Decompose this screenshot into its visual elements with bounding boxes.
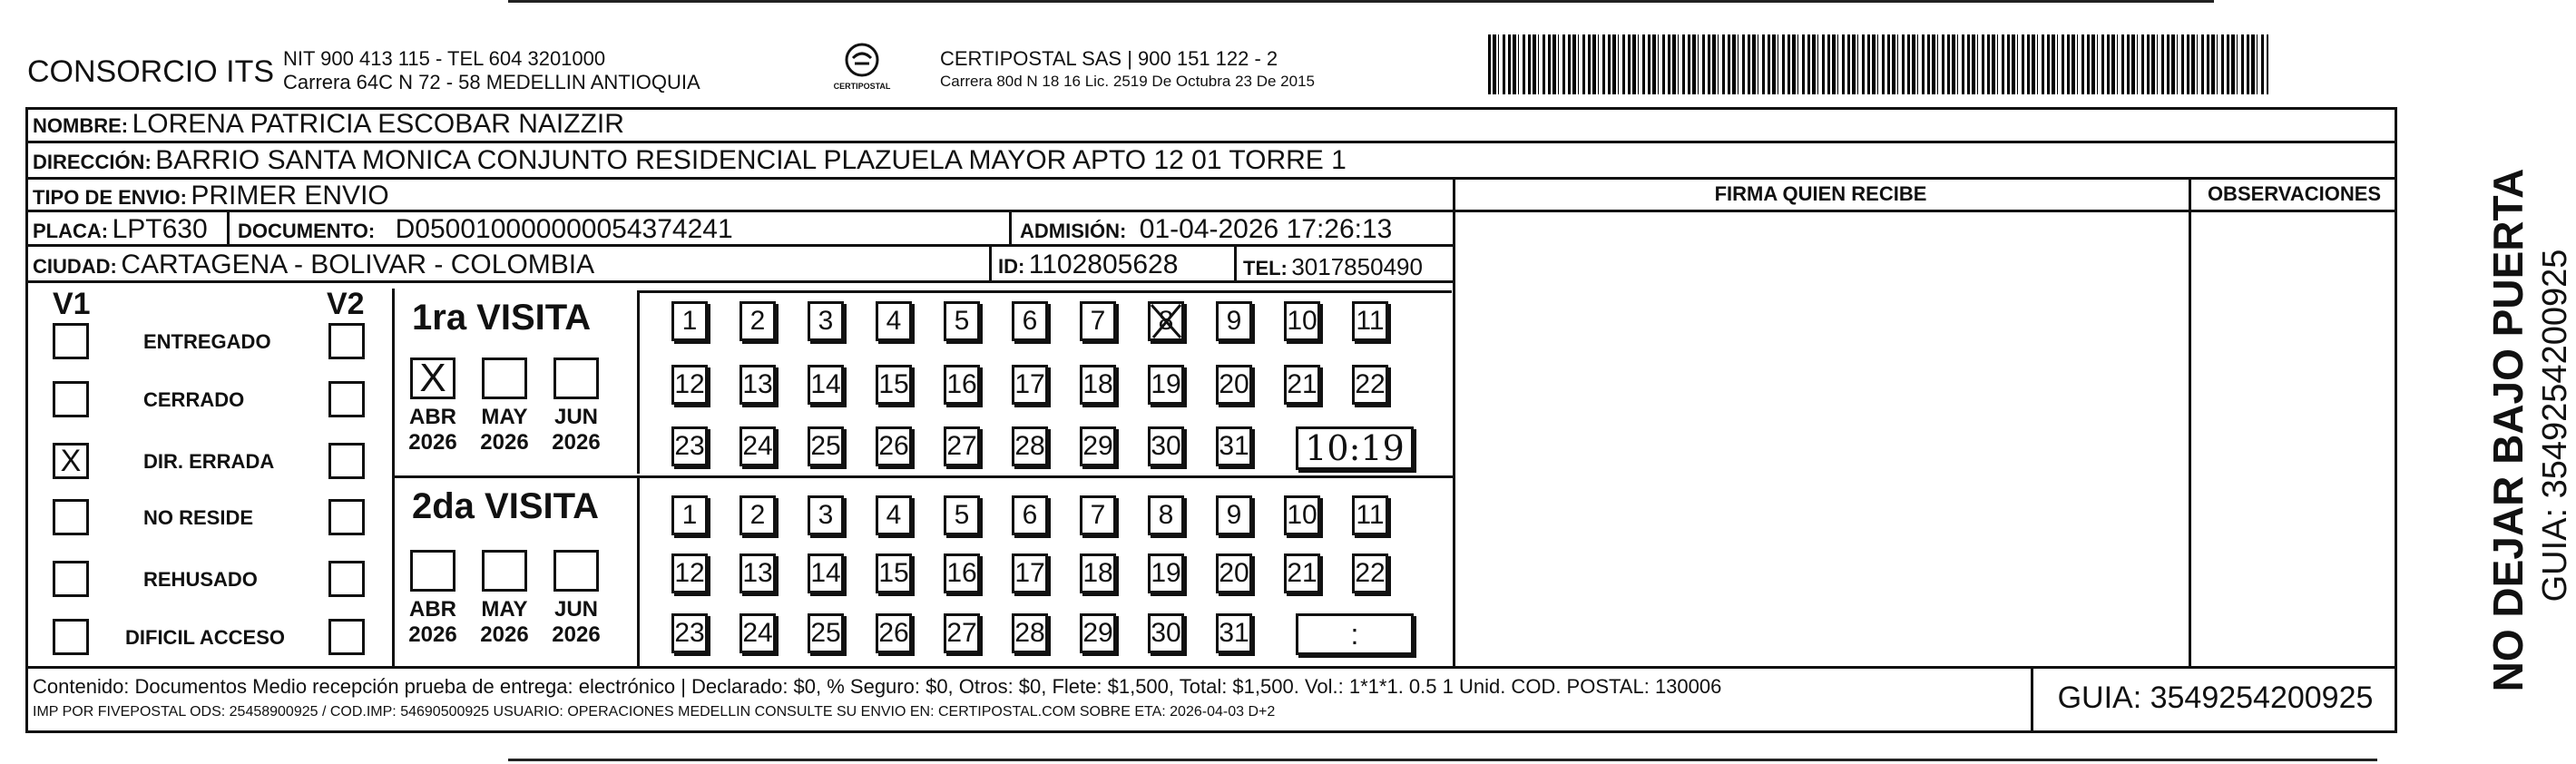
- visit1-month-label: ABR: [409, 405, 456, 429]
- visit2-day-box[interactable]: 18: [1080, 553, 1116, 593]
- visit2-day-box[interactable]: 7: [1080, 495, 1116, 535]
- ciudad-line: [33, 250, 594, 280]
- visit1-day-box[interactable]: 13: [739, 365, 776, 405]
- ciudad-label: CIUDAD:: [33, 255, 117, 278]
- visit2-day-box[interactable]: 30: [1148, 613, 1184, 653]
- observaciones-area[interactable]: [2191, 212, 2397, 666]
- visit1-title: 1ra VISITA: [412, 298, 592, 338]
- visit1-day-box[interactable]: 24: [739, 426, 776, 466]
- visit2-day-box[interactable]: 23: [671, 613, 708, 653]
- tel-line: [1243, 253, 1423, 281]
- direccion-line: [33, 145, 1347, 176]
- visit1-day-box[interactable]: 12: [671, 365, 708, 405]
- visit2-day-box[interactable]: 20: [1216, 553, 1252, 593]
- visit1-month-year: 2026: [552, 430, 601, 455]
- visit1-month-year: 2026: [480, 430, 529, 455]
- status-label: NO RESIDE: [143, 506, 254, 529]
- side-warning: NO DEJAR BAJO PUERTA: [2484, 168, 2532, 692]
- status-v2-checkbox[interactable]: [328, 561, 365, 597]
- visit1-day-box[interactable]: 18: [1080, 365, 1116, 405]
- visit1-month-checkbox[interactable]: X: [410, 358, 455, 399]
- status-v2-checkbox[interactable]: [328, 323, 365, 359]
- visit2-day-box[interactable]: 27: [944, 613, 980, 653]
- visit1-day-box[interactable]: 4: [876, 301, 912, 341]
- status-v1-checkbox[interactable]: [53, 381, 89, 417]
- visit2-day-box[interactable]: 26: [876, 613, 912, 653]
- footer-line2: IMP POR FIVEPOSTAL ODS: 25458900925 / COD.IMP: 54690500925 USUARIO: OPERACIONES MEDELLIN CONSULTE SU ENVIO EN: CERTIPOSTAL.COM SOBRE ETA: 2026-04-03 D+2: [33, 704, 1276, 720]
- id-value: 1102805628: [1028, 250, 1179, 279]
- visit2-day-box[interactable]: 25: [808, 613, 844, 653]
- company-nit: NIT 900 413 115 - TEL 604 3201000: [283, 47, 606, 70]
- company-address: Carrera 64C N 72 - 58 MEDELLIN ANTIOQUIA: [283, 71, 700, 93]
- visit1-day-box[interactable]: 11: [1352, 301, 1388, 341]
- visit2-title: 2da VISITA: [412, 486, 599, 526]
- status-v1-checkbox[interactable]: [53, 499, 89, 535]
- visit2-time: :: [1350, 618, 1359, 651]
- visit1-day-box[interactable]: 20: [1216, 365, 1252, 405]
- visit1-month-year: 2026: [408, 430, 457, 455]
- visit1-month-checkbox[interactable]: [553, 358, 599, 399]
- v2-label: V2: [327, 287, 365, 321]
- carrier-name: CERTIPOSTAL SAS | 900 151 122 - 2: [940, 47, 1278, 70]
- logo-text: CERTIPOSTAL: [833, 82, 891, 91]
- side-guia: GUIA: 3549254200925: [2536, 249, 2574, 602]
- visit1-day-box[interactable]: 22: [1352, 365, 1388, 405]
- visit1-day-box[interactable]: 2: [739, 301, 776, 341]
- visit2-month-checkbox[interactable]: [553, 550, 599, 592]
- visit2-day-box[interactable]: 29: [1080, 613, 1116, 653]
- documento-value: D050010000000054374241: [395, 214, 733, 244]
- admision-divider: [1009, 212, 1012, 247]
- visit1-month-label: JUN: [553, 405, 598, 429]
- visit2-month-year: 2026: [408, 622, 457, 647]
- direccion-value: BARRIO SANTA MONICA CONJUNTO RESIDENCIAL PLAZUELA MAYOR APTO 12 01 TORRE 1: [155, 145, 1347, 175]
- documento-line: [238, 214, 733, 245]
- nombre-line: [33, 109, 624, 140]
- admision-value: 01-04-2026 17:26:13: [1139, 214, 1393, 244]
- visit2-month-year: 2026: [480, 622, 529, 647]
- visit2-time-box[interactable]: [1296, 613, 1414, 655]
- visit1-day-box[interactable]: 3: [808, 301, 844, 341]
- company-name: CONSORCIO ITS: [27, 54, 275, 89]
- barcode: [1488, 34, 2268, 94]
- visit1-day-box[interactable]: 5: [944, 301, 980, 341]
- visit2-day-box[interactable]: 12: [671, 553, 708, 593]
- carrier-address: Carrera 80d N 18 16 Lic. 2519 De Octubra 23 De 2015: [940, 73, 1315, 90]
- documento-label: DOCUMENTO:: [238, 220, 376, 242]
- visit1-day-box[interactable]: 14: [808, 365, 844, 405]
- visit2-day-box[interactable]: 14: [808, 553, 844, 593]
- visit1-day-box[interactable]: 1: [671, 301, 708, 341]
- firma-area[interactable]: [1453, 212, 2191, 666]
- visit2-day-box[interactable]: 5: [944, 495, 980, 535]
- id-label: ID:: [998, 255, 1025, 278]
- nombre-label: NOMBRE:: [33, 114, 129, 137]
- admision-label: ADMISIÓN:: [1020, 220, 1127, 242]
- id-line: [998, 250, 1178, 280]
- visit1-day-box[interactable]: 6: [1012, 301, 1048, 341]
- visit2-day-box[interactable]: 19: [1148, 553, 1184, 593]
- visit2-day-box[interactable]: 13: [739, 553, 776, 593]
- top-rule: [508, 0, 2214, 3]
- placa-label: PLACA:: [33, 220, 109, 242]
- status-label: CERRADO: [143, 388, 245, 411]
- visit1-day-box[interactable]: 27: [944, 426, 980, 466]
- ciudad-value: CARTAGENA - BOLIVAR - COLOMBIA: [121, 250, 595, 279]
- firma-header: [1453, 180, 2191, 212]
- status-v2-checkbox[interactable]: [328, 443, 365, 479]
- visit2-day-box[interactable]: 28: [1012, 613, 1048, 653]
- visit1-day-box[interactable]: 16: [944, 365, 980, 405]
- visit1-day-box[interactable]: 8: [1148, 301, 1184, 341]
- visit1-day-box[interactable]: 7: [1080, 301, 1116, 341]
- status-v1-checkbox[interactable]: [53, 323, 89, 359]
- side-text: [2410, 118, 2574, 735]
- status-label: ENTREGADO: [143, 330, 271, 353]
- tel-value: 3017850490: [1291, 253, 1423, 280]
- status-label: DIFICIL ACCESO: [125, 626, 286, 649]
- tel-divider: [1234, 247, 1237, 283]
- visit1-day-box[interactable]: 17: [1012, 365, 1048, 405]
- visit1-day-box[interactable]: 23: [671, 426, 708, 466]
- visit1-time: 10:19: [1305, 428, 1405, 468]
- visit1-day-box[interactable]: 31: [1216, 426, 1252, 466]
- visit1-month-checkbox[interactable]: [482, 358, 527, 399]
- visit2-day-box[interactable]: 24: [739, 613, 776, 653]
- visit1-day-box[interactable]: 19: [1148, 365, 1184, 405]
- visit2-day-box[interactable]: 15: [876, 553, 912, 593]
- visit2-day-box[interactable]: 2: [739, 495, 776, 535]
- visit2-day-box[interactable]: 16: [944, 553, 980, 593]
- visit2-month-checkbox[interactable]: [410, 550, 455, 592]
- day-check-mark: [1148, 301, 1184, 341]
- status-v2-checkbox[interactable]: [328, 619, 365, 655]
- id-divider: [989, 247, 992, 283]
- status-v1-checkbox[interactable]: [53, 561, 89, 597]
- visit2-month-checkbox[interactable]: [482, 550, 527, 592]
- visit2-day-box[interactable]: 6: [1012, 495, 1048, 535]
- visit1-day-box[interactable]: 26: [876, 426, 912, 466]
- status-v1-checkbox[interactable]: X: [53, 443, 89, 479]
- firma-label: FIRMA QUIEN RECIBE: [1714, 182, 1927, 205]
- placa-divider: [227, 212, 230, 247]
- visit2-month-label: MAY: [481, 597, 528, 622]
- certipostal-logo: [828, 40, 896, 103]
- status-v2-checkbox[interactable]: [328, 499, 365, 535]
- visit2-day-box[interactable]: 11: [1352, 495, 1388, 535]
- visit1-day-box[interactable]: 28: [1012, 426, 1048, 466]
- tel-label: TEL:: [1243, 257, 1288, 279]
- status-v1-checkbox[interactable]: [53, 619, 89, 655]
- visit1-day-box[interactable]: 10: [1284, 301, 1320, 341]
- visit2-day-box[interactable]: 9: [1216, 495, 1252, 535]
- footer-guia: GUIA: 3549254200925: [2057, 681, 2374, 715]
- visit2-day-box[interactable]: 31: [1216, 613, 1252, 653]
- status-label: REHUSADO: [143, 568, 258, 591]
- visit2-day-box[interactable]: 22: [1352, 553, 1388, 593]
- bottom-rule: [508, 759, 2377, 761]
- placa-line: [33, 214, 208, 245]
- nombre-value: LORENA PATRICIA ESCOBAR NAIZZIR: [132, 109, 624, 139]
- visit1-day-box[interactable]: 9: [1216, 301, 1252, 341]
- visit1-day-box[interactable]: 21: [1284, 365, 1320, 405]
- footer-line1: Contenido: Documentos Medio recepción prueba de entrega: electrónico | Declarado: $0, % Seguro: $0, Otros: $0, Flete: $1,500, Total: $1,500. Vol.: 1*1*1. 0.5 1 Unid. COD. POSTAL: 130006: [33, 675, 1722, 698]
- visit1-day-box[interactable]: 25: [808, 426, 844, 466]
- tipo-value: PRIMER ENVIO: [191, 181, 389, 211]
- observaciones-header: [2191, 180, 2397, 212]
- visit2-day-box[interactable]: 10: [1284, 495, 1320, 535]
- admision-line: [1020, 214, 1392, 245]
- visit1-day-box[interactable]: 30: [1148, 426, 1184, 466]
- visit1-day-box[interactable]: 15: [876, 365, 912, 405]
- visit1-time-box[interactable]: [1296, 426, 1414, 470]
- observaciones-label: OBSERVACIONES: [2207, 182, 2382, 205]
- visit2-day-box[interactable]: 4: [876, 495, 912, 535]
- visit2-day-box[interactable]: 1: [671, 495, 708, 535]
- visit2-month-label: ABR: [409, 597, 456, 622]
- footer-guia-box: [2031, 666, 2397, 733]
- placa-value: LPT630: [112, 214, 208, 244]
- visit2-day-box[interactable]: 3: [808, 495, 844, 535]
- v1-label: V1: [53, 287, 91, 321]
- status-v2-checkbox[interactable]: [328, 381, 365, 417]
- visit1-day-box[interactable]: 29: [1080, 426, 1116, 466]
- visit2-day-box[interactable]: 8: [1148, 495, 1184, 535]
- visit2-day-box[interactable]: 17: [1012, 553, 1048, 593]
- tipo-line: [33, 181, 389, 211]
- tipo-label: TIPO DE ENVIO:: [33, 186, 187, 209]
- visit2-month-year: 2026: [552, 622, 601, 647]
- visit1-month-label: MAY: [481, 405, 528, 429]
- status-label: DIR. ERRADA: [143, 450, 275, 473]
- visit2-day-box[interactable]: 21: [1284, 553, 1320, 593]
- visit2-month-label: JUN: [553, 597, 598, 622]
- direccion-label: DIRECCIÓN:: [33, 151, 152, 173]
